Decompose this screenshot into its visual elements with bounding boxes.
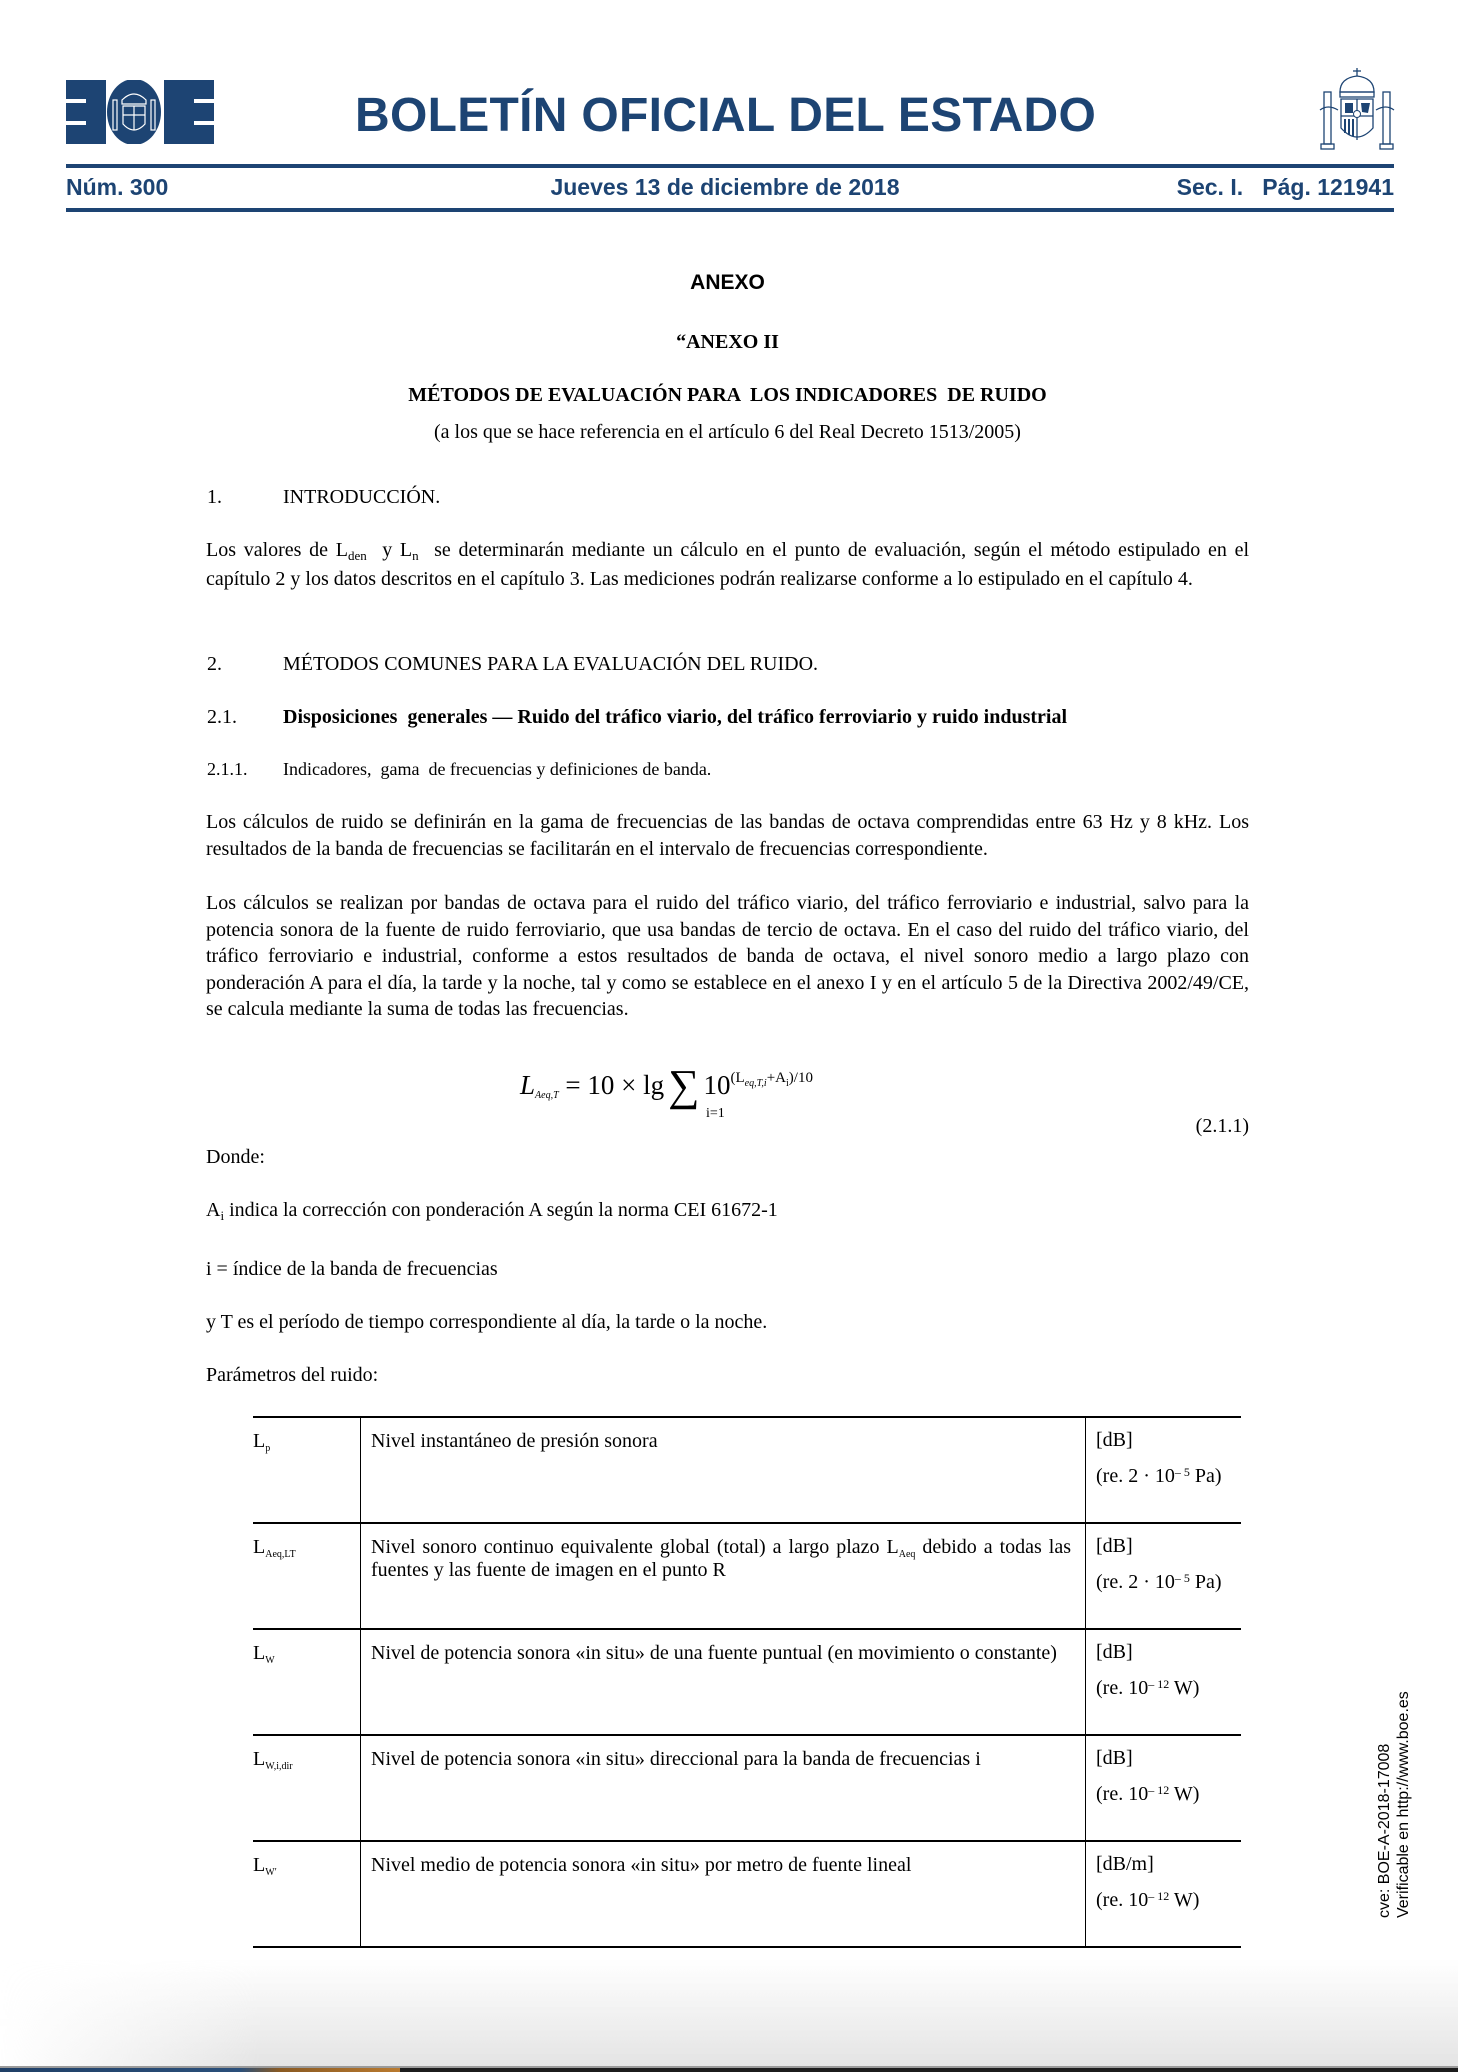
text: W) (1169, 1677, 1200, 1699)
section-2-1-1-title: Indicadores, gama de frecuencias y definiciones de banda. (283, 759, 712, 779)
text: (re. 10 (1096, 1889, 1149, 1911)
publication-title: BOLETÍN OFICIAL DEL ESTADO (355, 89, 1097, 142)
symbol-cell (253, 1735, 361, 1841)
subscript: i (786, 1078, 789, 1089)
description-cell (361, 1523, 1086, 1629)
table-row (253, 1523, 1241, 1629)
formula-lhs-sub: Aeq,T (535, 1090, 559, 1101)
text: +A (766, 1070, 786, 1086)
text: A (206, 1199, 221, 1221)
document-subtitle: (a los que se hace referencia en el artículo 6 del Real Decreto 1513/2005) (434, 421, 1021, 443)
text: debido a todas las fuentes y las fuente de imagen en el punto R (371, 1536, 1071, 1581)
symbol-cell (253, 1523, 361, 1629)
superscript: – 12 (1148, 1889, 1170, 1903)
unit: [dB] (1096, 1429, 1133, 1451)
equation-number: (2.1.1) (1195, 1115, 1249, 1137)
description-cell: Nivel instantáneo de presión sonora (361, 1417, 1086, 1523)
sum-lower-limit: i=1 (706, 1106, 725, 1121)
superscript: – 12 (1148, 1677, 1170, 1691)
cve-code: cve: BOE-A-2018-17008 (1376, 1743, 1393, 1918)
subscript: W,i,dir (265, 1761, 293, 1772)
coat-of-arms-icon (1318, 66, 1396, 152)
document-title: MÉTODOS DE EVALUACIÓN PARA LOS INDICADORES DE RUIDO (408, 384, 1047, 406)
header-rule-bottom (66, 208, 1394, 212)
noise-parameters-table (253, 1416, 1241, 1948)
subscript: Aeq,LT (265, 1549, 296, 1560)
formula-base: 10 (703, 1070, 731, 1100)
unit-cell (1086, 1735, 1242, 1841)
superscript: – 12 (1148, 1783, 1170, 1797)
reference (1096, 1880, 1241, 1916)
annex-subheading: “ANEXO II (676, 331, 779, 353)
subscript: W′ (265, 1867, 277, 1878)
formula-equals: = 10 × lg (558, 1070, 665, 1100)
issue-number: Núm. 300 (66, 174, 169, 200)
subscript: n (412, 548, 419, 563)
text: L (253, 1642, 266, 1664)
text: (re. 10 (1096, 1677, 1149, 1699)
subscript: den (348, 548, 367, 563)
subscript: p (265, 1443, 271, 1454)
text: Los valores de L (206, 539, 348, 561)
section-2-1-title: Disposiciones generales — Ruido del tráfico viario, del tráfico ferroviario y ruido industrial (283, 706, 1068, 728)
text: Pa) (1189, 1571, 1222, 1593)
section-page: Sec. I. Pág. 121941 (1176, 174, 1394, 200)
subscript: i (220, 1208, 225, 1223)
text: Nivel sonoro continuo equivalente global (total) a largo plazo L (371, 1536, 899, 1558)
section-2-title: MÉTODOS COMUNES PARA LA EVALUACIÓN DEL RUIDO. (283, 653, 819, 675)
table-row (253, 1735, 1241, 1841)
unit-cell (1086, 1523, 1242, 1629)
text: (re. 10 (1096, 1783, 1149, 1805)
unit: [dB] (1096, 1747, 1133, 1769)
subscript: Aeq (898, 1549, 916, 1560)
superscript: – 5 (1174, 1571, 1190, 1585)
description-cell: Nivel de potencia sonora «in situ» de una fuente puntual (en movimiento o constante) (361, 1629, 1086, 1735)
text: (L (730, 1070, 745, 1086)
unit-cell (1086, 1841, 1242, 1947)
description-cell: Nivel medio de potencia sonora «in situ» por metro de fuente lineal (361, 1841, 1086, 1947)
text: )/10 (788, 1070, 813, 1086)
unit-cell (1086, 1629, 1242, 1735)
taskbar-accent (0, 2068, 400, 2072)
symbol-cell (253, 1841, 361, 1947)
text: L (253, 1536, 266, 1558)
annex-heading: ANEXO (690, 271, 765, 294)
text: Pa) (1189, 1465, 1222, 1487)
text: (re. 2 · 10 (1096, 1465, 1175, 1487)
text: (re. 2 · 10 (1096, 1571, 1175, 1593)
text: L (253, 1854, 266, 1876)
section-1-number: 1. (207, 486, 222, 508)
paragraph-intro (206, 536, 1254, 594)
issue-date: Jueves 13 de diciembre de 2018 (550, 174, 900, 200)
subscript: W (265, 1655, 275, 1666)
reference (1096, 1562, 1241, 1598)
unit: [dB] (1096, 1641, 1133, 1663)
table-row (253, 1629, 1241, 1735)
sigma-icon: ∑ (668, 1061, 700, 1110)
text: L (253, 1748, 266, 1770)
symbol-cell (253, 1629, 361, 1735)
unit: [dB/m] (1096, 1853, 1154, 1875)
table-row (253, 1841, 1241, 1947)
section-2-number: 2. (207, 653, 222, 675)
section-1-title: INTRODUCCIÓN. (283, 486, 441, 508)
superscript: – 5 (1174, 1465, 1190, 1479)
donde-label: Donde: (206, 1146, 265, 1168)
params-label: Parámetros del ruido: (206, 1364, 379, 1386)
section-2-1-number: 2.1. (207, 706, 237, 728)
subscript: eq,T,i (744, 1078, 767, 1089)
definition-i: i = índice de la banda de frecuencias (206, 1258, 498, 1280)
text: L (253, 1430, 266, 1452)
description-cell: Nivel de potencia sonora «in situ» direccional para la banda de frecuencias i (361, 1735, 1086, 1841)
unit-cell (1086, 1417, 1242, 1523)
text: se determinarán mediante un cálculo en el punto de evaluación, según el método estipulado en el capítulo 2 y los datos descritos en el capítulo 3. Las mediciones podrán realizarse conforme a lo estipulado en el capítulo 4. (206, 539, 1254, 590)
definition-t: y T es el período de tiempo correspondiente al día, la tarde o la noche. (206, 1311, 768, 1333)
unit: [dB] (1096, 1535, 1133, 1557)
formula-laeq (520, 1058, 813, 1110)
text: W) (1169, 1783, 1200, 1805)
page-shadow (0, 1960, 1458, 2066)
formula-lhs: L (520, 1070, 536, 1100)
definition-ai (206, 1197, 778, 1224)
reference (1096, 1668, 1241, 1704)
verification-margin-text (1375, 1691, 1413, 1918)
reference (1096, 1456, 1241, 1492)
header-rule-top (66, 164, 1394, 168)
text: W) (1169, 1889, 1200, 1911)
symbol-cell (253, 1417, 361, 1523)
reference (1096, 1774, 1241, 1810)
text: indica la corrección con ponderación A según la norma CEI 61672-1 (224, 1199, 778, 1221)
boe-logo (66, 80, 214, 144)
verification-link[interactable]: Verificable en http://www.boe.es (1395, 1691, 1412, 1918)
paragraph-frequency-range: Los cálculos de ruido se definirán en la gama de frecuencias de las bandas de octava comprendidas entre 63 Hz y 8 kHz. Los resultados de la banda de frecuencias se facilitarán en el intervalo de frecuencias correspondiente. (206, 811, 1249, 860)
formula-exponent (730, 1070, 813, 1089)
section-2-1-1-number: 2.1.1. (207, 759, 248, 779)
text: y L (366, 539, 413, 561)
paragraph-octave-bands: Los cálculos se realizan por bandas de octava para el ruido del tráfico viario, del tráfico ferroviario e industrial, salvo para la potencia sonora de la fuente de ruido ferroviario, que usa bandas de tercio de octava. En el caso del ruido del tráfico viario, del tráfico ferroviario e industrial, conforme a estos resultados de banda de octava, el nivel sonoro medio a largo plazo con ponderación A para el día, la tarde y la noche, tal y como se establece en el anexo I y en el artículo 5 de la Directiva 2002/49/CE, se calcula mediante la suma de todas las frecuencias. (206, 892, 1249, 1020)
table-row (253, 1417, 1241, 1523)
